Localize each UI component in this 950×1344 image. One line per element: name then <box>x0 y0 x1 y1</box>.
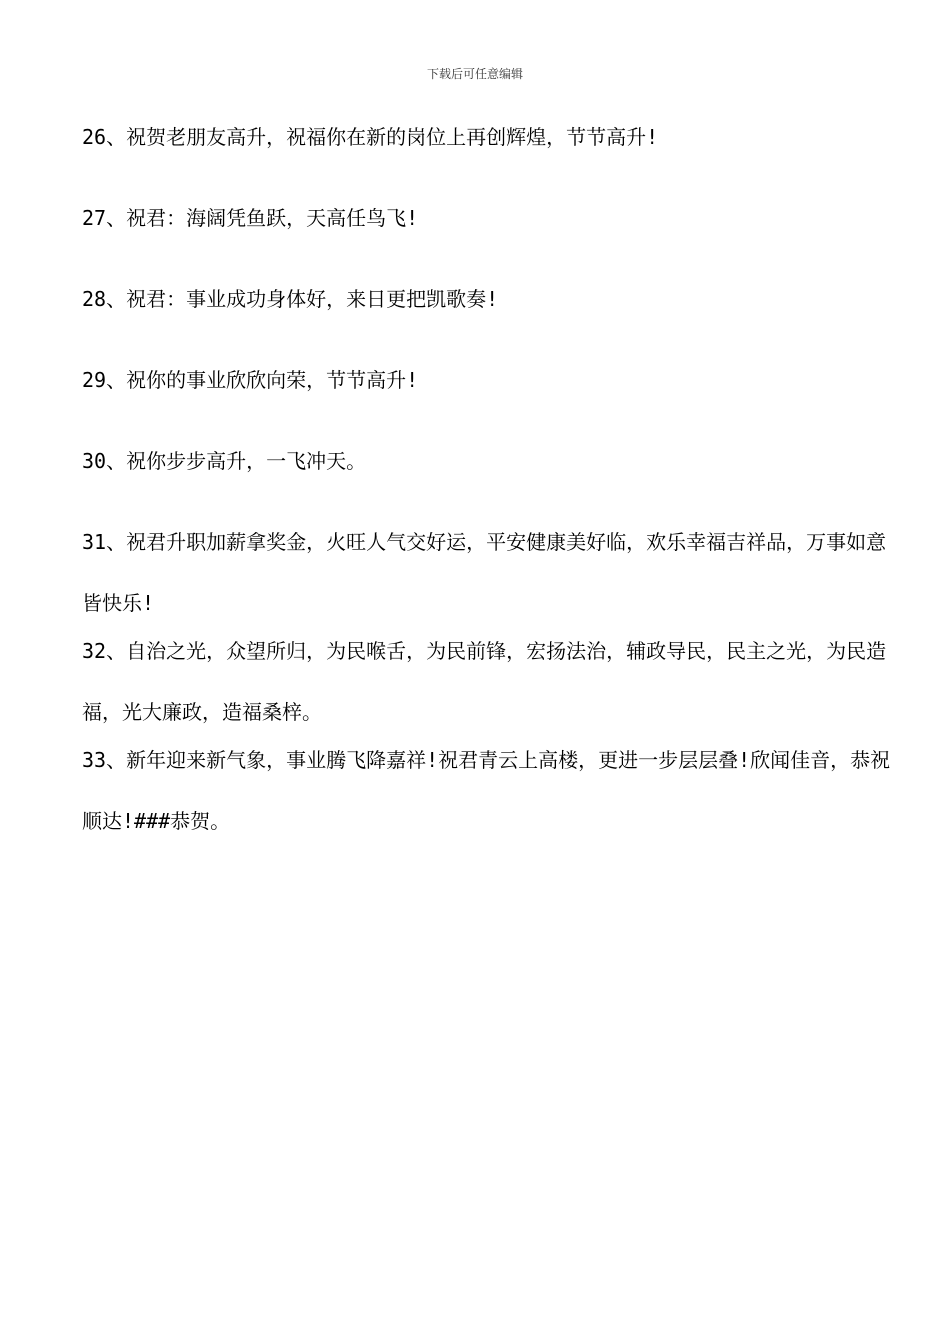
list-item-27: 27、祝君：海阔凭鱼跃，天高任鸟飞! <box>82 206 419 230</box>
list-item-32: 32、自治之光，众望所归，为民喉舌，为民前锋，宏扬法治，辅政导民，民主之光，为民造福，光大廉政，造福桑梓。 <box>82 639 887 724</box>
list-item-33: 33、新年迎来新气象，事业腾飞降嘉祥!祝君青云上高楼，更进一步层层叠!欣闻佳音，恭祝顺达!###恭贺。 <box>82 748 891 833</box>
list-item-30: 30、祝你步步高升，一飞冲天。 <box>82 449 367 473</box>
document-body <box>82 120 894 849</box>
list-item-31: 31、祝君升职加薪拿奖金，火旺人气交好运，平安健康美好临，欢乐幸福吉祥品，万事如意皆快乐! <box>82 530 887 615</box>
list-item-28: 28、祝君：事业成功身体好，来日更把凯歌奏! <box>82 287 499 311</box>
page-header: 下载后可任意编辑 <box>426 67 523 81</box>
list-item-29: 29、祝你的事业欣欣向荣，节节高升! <box>82 368 419 392</box>
list-item-26: 26、祝贺老朋友高升，祝福你在新的岗位上再创辉煌，节节高升! <box>82 125 659 149</box>
